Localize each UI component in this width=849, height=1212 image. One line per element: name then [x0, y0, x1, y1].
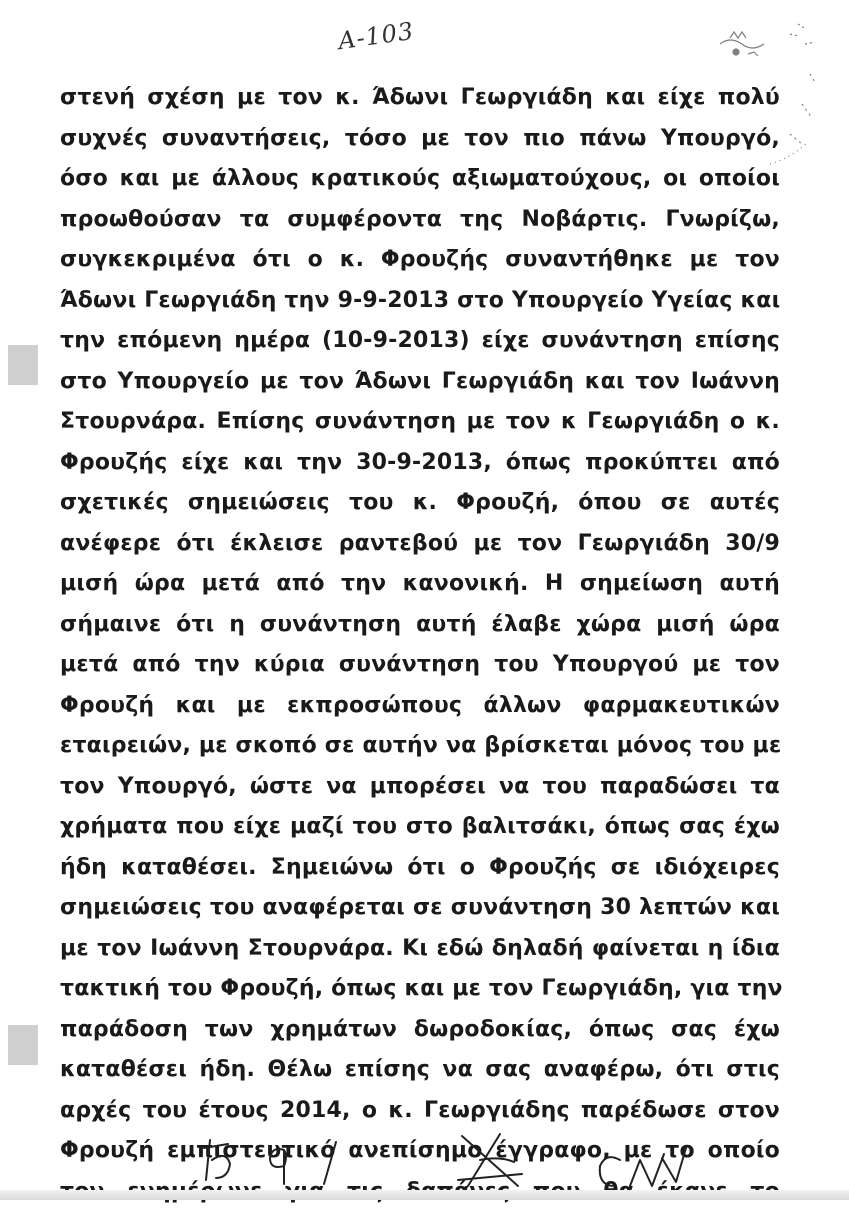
- text-line: τακτική του Φρουζή, όπως και με τον Γεωργιάδη, για την: [60, 969, 780, 1010]
- scan-margin-mark: [8, 345, 38, 385]
- text-line: Φρουζή και με εκπροσώπους άλλων φαρμακευτικών: [60, 686, 780, 727]
- text-line: καταθέσει ήδη. Θέλω επίσης να σας αναφέρω, ότι στις: [60, 1050, 780, 1091]
- scan-margin-mark: [8, 1025, 38, 1065]
- text-line: αρχές του έτους 2014, ο κ. Γεωργιάδης παρέδωσε στον: [60, 1091, 780, 1132]
- text-line: Φρουζής είχε και την 30-9-2013, όπως προκύπτει από: [60, 443, 780, 484]
- text-line: παράδοση των χρημάτων δωροδοκίας, όπως σας έχω: [60, 1010, 780, 1051]
- handwritten-page-number: A-103: [336, 17, 415, 55]
- text-line: εταιρειών, με σκοπό σε αυτήν να βρίσκεται μόνος του με: [60, 726, 780, 767]
- signature-mark: [458, 1134, 522, 1186]
- handwritten-signatures: [200, 1120, 720, 1190]
- text-line: συχνές συναντήσεις, τόσο με τον πιο πάνω Υπουργό,: [60, 119, 780, 160]
- scan-bottom-edge: [0, 1190, 849, 1200]
- text-line: σήμαινε ότι η συνάντηση αυτή έλαβε χώρα μισή ώρα: [60, 605, 780, 646]
- signature-mark: [324, 1142, 336, 1184]
- body-text: [60, 78, 780, 1212]
- text-line: μισή ώρα μετά από την κανονική. Η σημείωση αυτή: [60, 564, 780, 605]
- signature-mark: [270, 1149, 286, 1184]
- text-line: Στουρνάρα. Επίσης συνάντηση με τον κ Γεωργιάδη ο κ.: [60, 402, 780, 443]
- text-line: στενή σχέση με τον κ. Άδωνι Γεωργιάδη και είχε πολύ: [60, 78, 780, 119]
- text-line: Φρουζή εμπιστευτικό ανεπίσημο έγγραφο, με το οποίο: [60, 1131, 780, 1172]
- text-line: ανέφερε ότι έκλεισε ραντεβού με τον Γεωργιάδη 30/9: [60, 524, 780, 565]
- signature-mark: [204, 1140, 230, 1180]
- text-line: με τον Ιωάννη Στουρνάρα. Κι εδώ δηλαδή φαίνεται η ίδια: [60, 929, 780, 970]
- text-line: την επόμενη ημέρα (10-9-2013) είχε συνάντηση επίσης: [60, 321, 780, 362]
- text-line: χρήματα που είχε μαζί του στο βαλιτσάκι, όπως σας έχω: [60, 807, 780, 848]
- text-line: όσο και με άλλους κρατικούς αξιωματούχους, οι οποίοι: [60, 159, 780, 200]
- text-line: συγκεκριμένα ότι ο κ. Φρουζής συναντήθηκε με τον: [60, 240, 780, 281]
- text-line: Άδωνι Γεωργιάδη την 9-9-2013 στο Υπουργείο Υγείας και: [60, 281, 780, 322]
- text-line: τον Υπουργό, ώστε να μπορέσει να του παραδώσει τα: [60, 767, 780, 808]
- text-line: σημειώσεις του αναφέρεται σε συνάντηση 30 λεπτών και: [60, 888, 780, 929]
- text-line: σχετικές σημειώσεις του κ. Φρουζή, όπου σε αυτές: [60, 483, 780, 524]
- text-line: ήδη καταθέσει. Σημειώνω ότι ο Φρουζής σε ιδιόχειρες: [60, 848, 780, 889]
- signature-mark: [600, 1157, 620, 1186]
- text-line: προωθούσαν τα συμφέροντα της Νοβάρτις. Γνωρίζω,: [60, 200, 780, 241]
- text-line: στο Υπουργείο με τον Άδωνι Γεωργιάδη και τον Ιωάννη: [60, 362, 780, 403]
- signature-mark: [630, 1148, 686, 1186]
- text-line: μετά από την κύρια συνάντηση του Υπουργού με τον: [60, 645, 780, 686]
